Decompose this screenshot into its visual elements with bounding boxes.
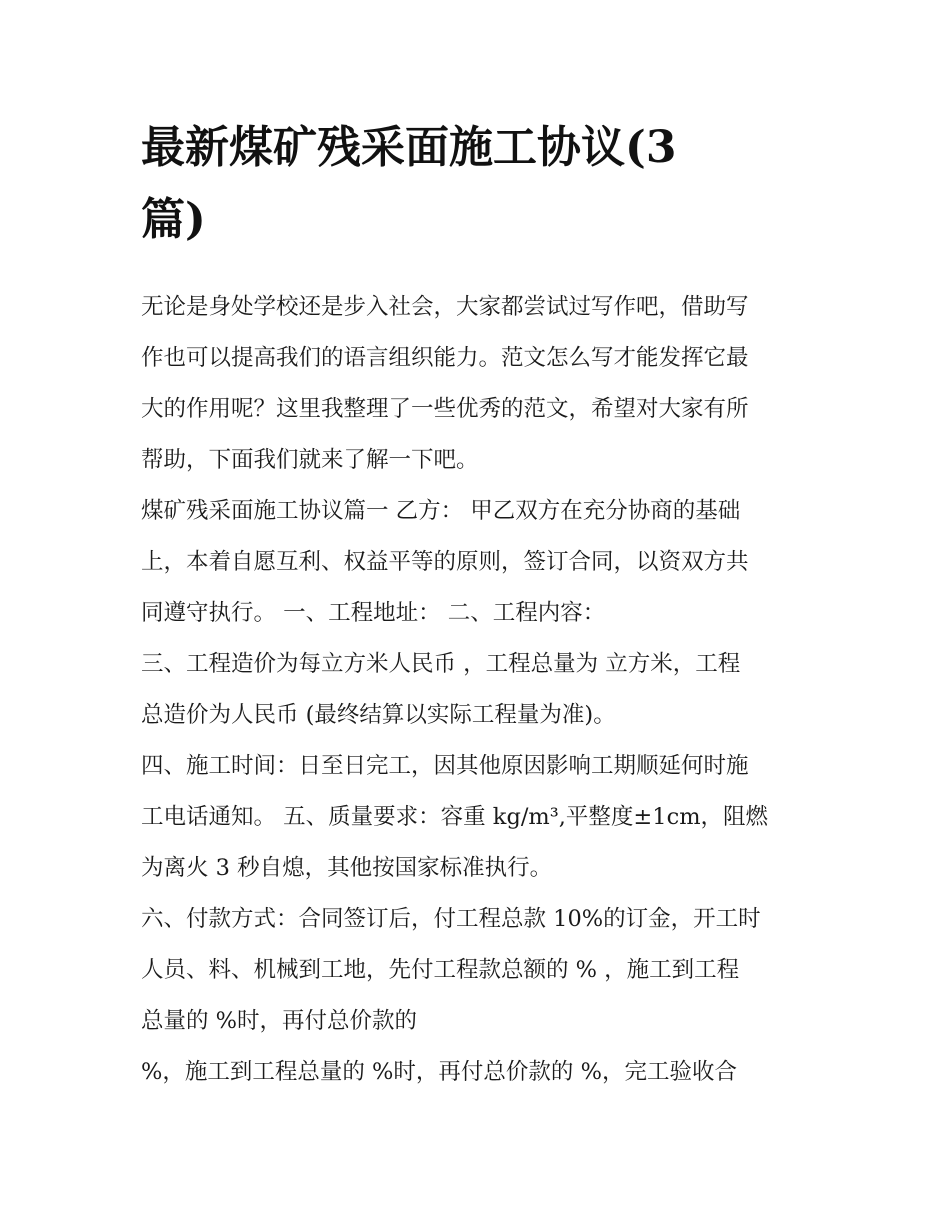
text-line: 三、工程造价为每立方米人民币 ，工程总量为 立方米，工程 [141, 651, 741, 677]
text-line: 大的作用呢？这里我整理了一些优秀的范文，希望对大家有所 [141, 396, 749, 422]
intro-paragraph [141, 282, 813, 486]
title-line: 最新煤矿残采面施工协议(3 [141, 122, 677, 173]
text-line: 人员、料、机械到工地，先付工程款总额的 % ，施工到工程 [141, 957, 740, 983]
text-line: 工电话通知。 五、质量要求：容重 kg/m³,平整度±1cm，阻燃 [141, 804, 769, 830]
text-line: %，施工到工程总量的 %时，再付总价款的 %，完工验收合 [141, 1059, 737, 1085]
text-line: 四、施工时间：日至日完工，因其他原因影响工期顺延何时施 [141, 753, 749, 779]
text-line: 总造价为人民币 (最终结算以实际工程量为准)。 [141, 702, 616, 728]
agreement-paragraph-3 [141, 741, 813, 894]
text-line: 六、付款方式：合同签订后，付工程总款 10%的订金，开工时 [141, 906, 761, 932]
text-line: 无论是身处学校还是步入社会，大家都尝试过写作吧，借助写 [141, 294, 749, 320]
text-line: 同遵守执行。 一、工程地址： 二、工程内容： [141, 600, 606, 626]
document-content [141, 112, 813, 1098]
title-line: 篇) [141, 194, 206, 245]
text-line: 作也可以提高我们的语言组织能力。范文怎么写才能发挥它最 [141, 345, 749, 371]
text-line: 帮助，下面我们就来了解一下吧。 [141, 447, 479, 473]
agreement-paragraph-2 [141, 639, 813, 741]
agreement-paragraph-4 [141, 894, 813, 1047]
text-line: 为离火 3 秒自熄，其他按国家标准执行。 [141, 855, 553, 881]
agreement-paragraph-5 [141, 1047, 813, 1098]
agreement-paragraph-1 [141, 486, 813, 639]
document-title [141, 112, 813, 256]
text-line: 煤矿残采面施工协议篇一 乙方： 甲乙双方在充分协商的基础 [141, 498, 741, 524]
text-line: 上，本着自愿互利、权益平等的原则，签订合同，以资双方共 [141, 549, 749, 575]
text-line: 总量的 %时，再付总价款的 [141, 1008, 418, 1034]
